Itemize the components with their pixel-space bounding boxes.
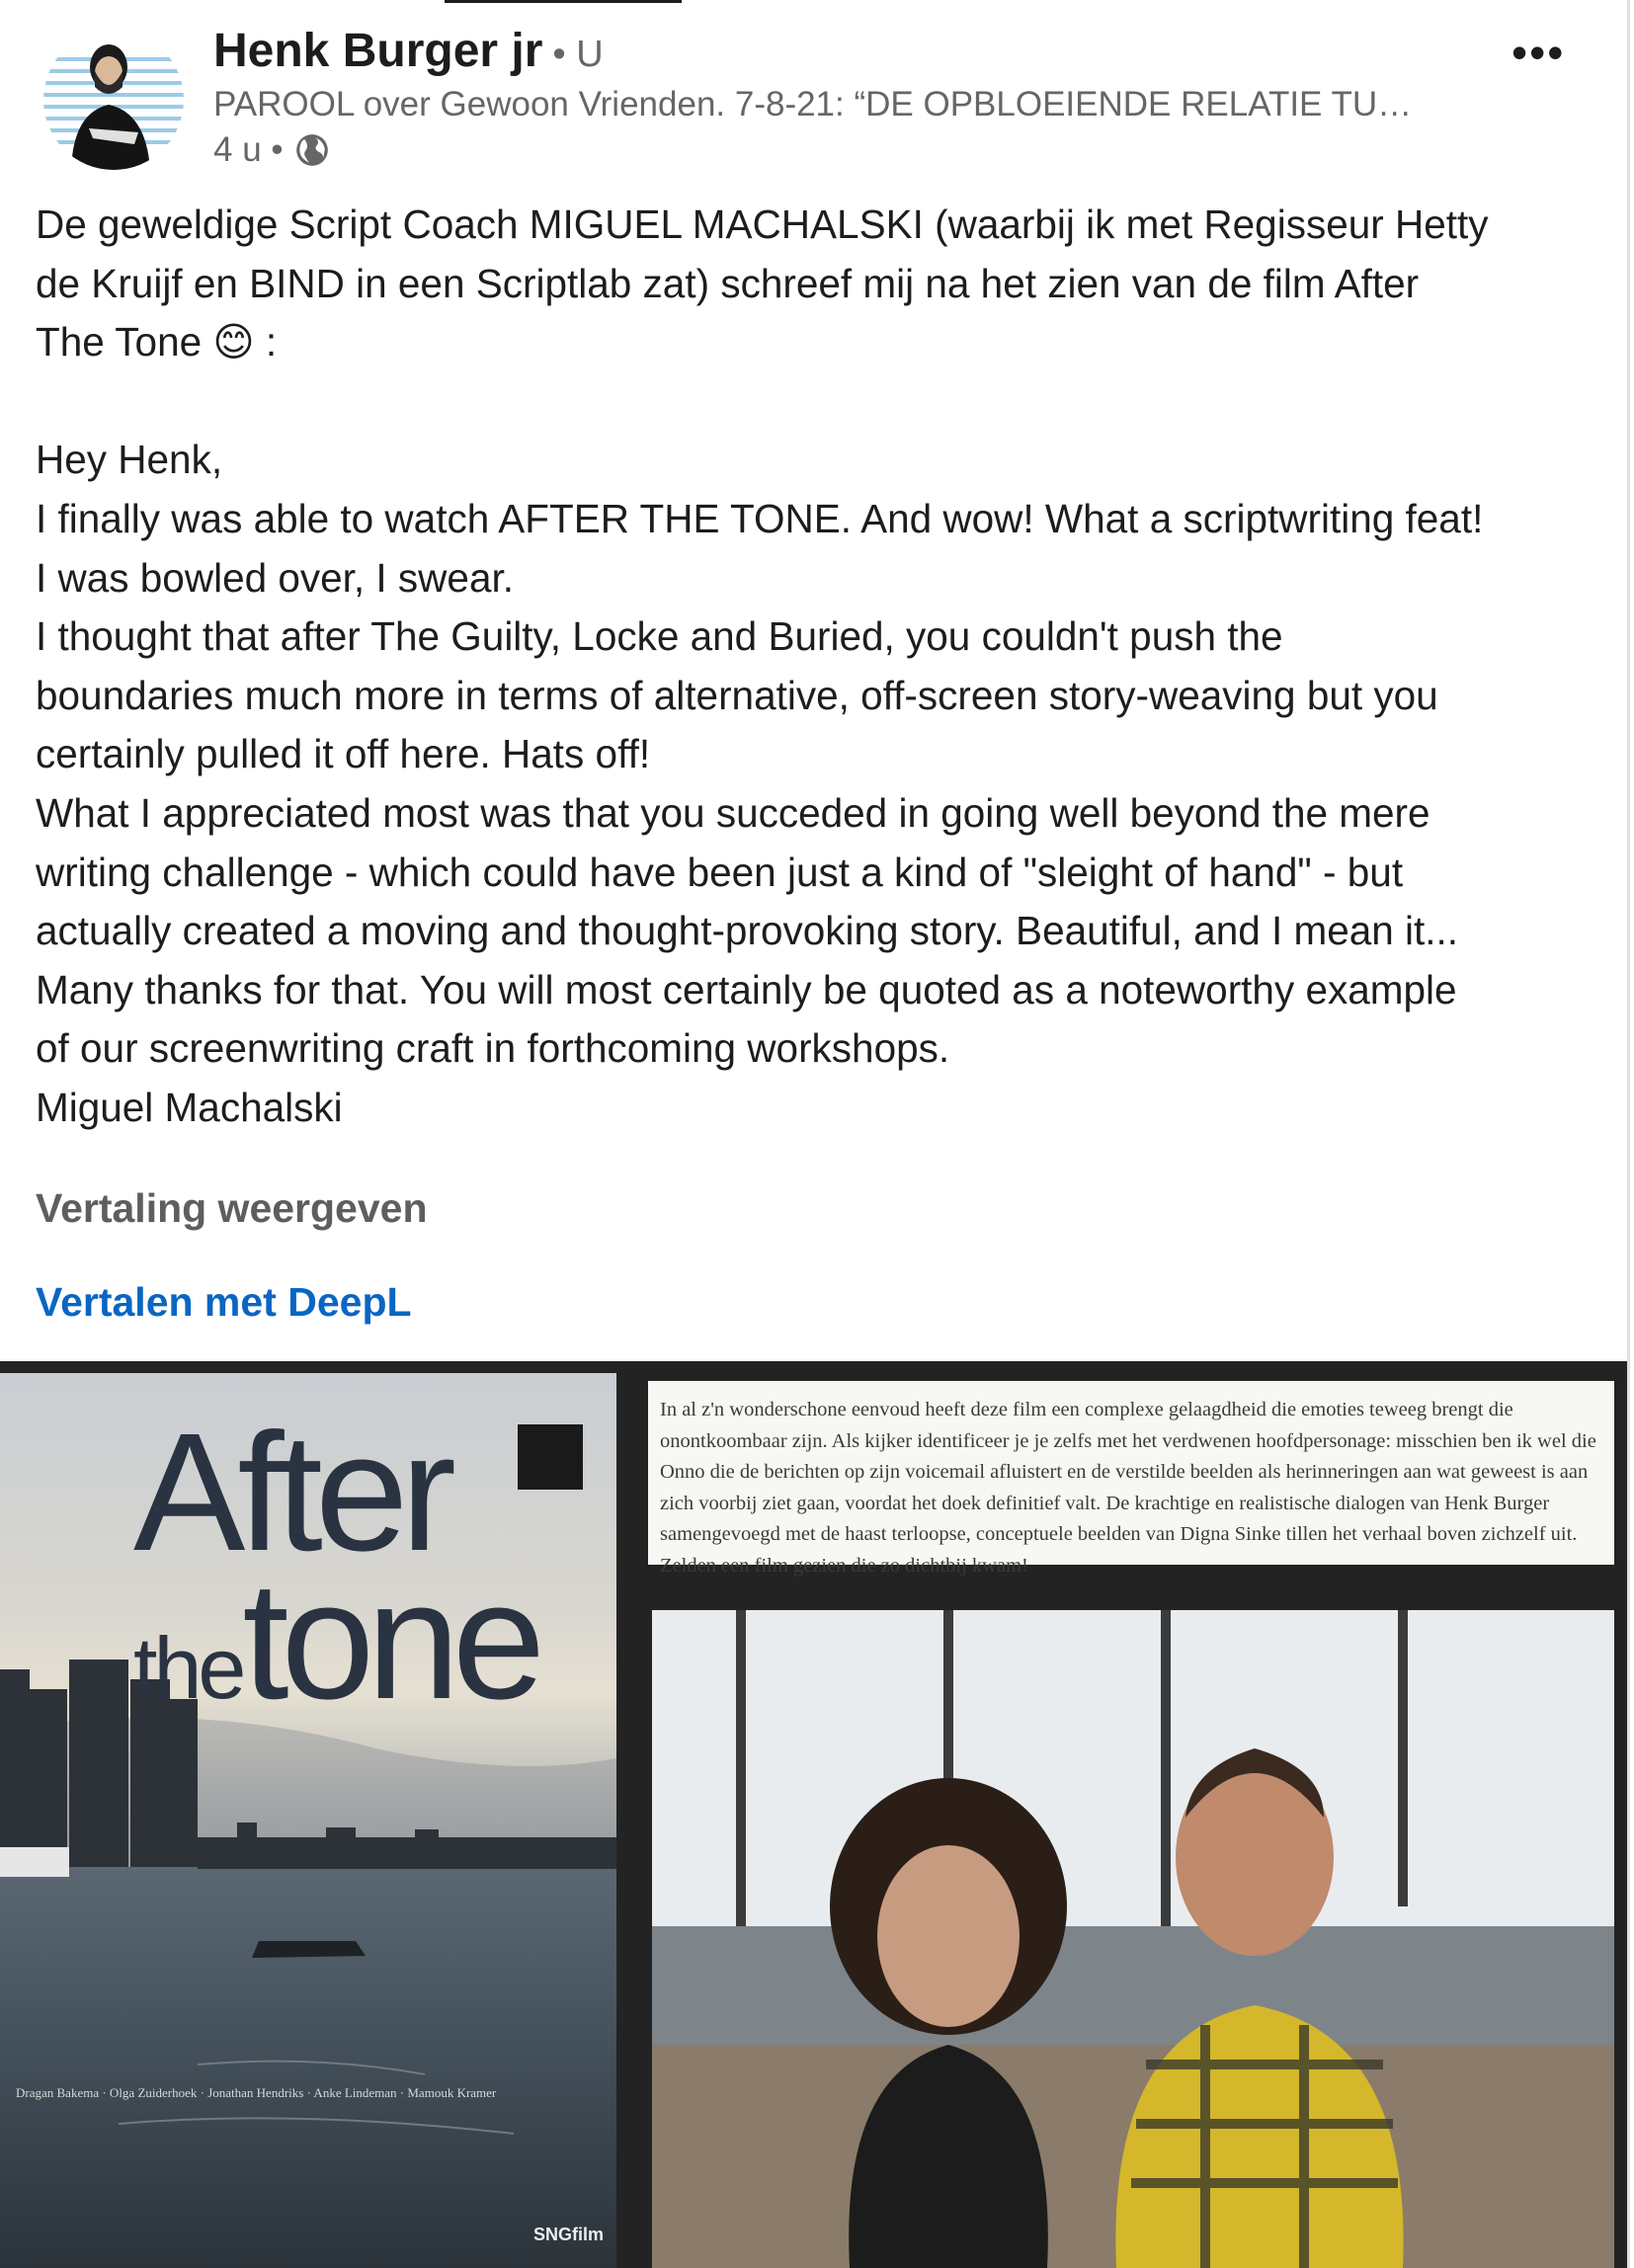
post-text-line: I thought that after The Guilty, Locke and Buried, you couldn't push the [36, 613, 1283, 660]
translate-with-deepl-link[interactable]: Vertalen met DeepL [36, 1279, 412, 1325]
globe-icon [293, 131, 331, 169]
post-text-line: De geweldige Script Coach MIGUEL MACHALSKI (waarbij ik met Regisseur Hetty [36, 202, 1489, 247]
post-text-line: I was bowled over, I swear. [36, 554, 514, 601]
photo-image [652, 1610, 1614, 2268]
connection-degree: • U [552, 34, 604, 75]
post-text-line: Miguel Machalski [36, 1084, 343, 1130]
author-name[interactable]: Henk Burger jr [213, 25, 543, 77]
poster-credits: Dragan Bakema · Olga Zuiderhoek · Jonathan Hendriks · Anke Lindeman · Mamouk Kramer [16, 2085, 497, 2100]
more-options-button[interactable]: ••• [1511, 27, 1566, 78]
post-header [0, 0, 1634, 183]
post-media[interactable] [0, 1361, 1630, 2268]
post-text [36, 196, 1596, 1138]
post-text-line: Many thanks for that. You will most certainly be quoted as a noteworthy example [36, 966, 1457, 1012]
festival-badge-icon [518, 1424, 583, 1490]
post-text-line: What I appreciated most was that you succeded in going well beyond the mere [36, 789, 1430, 836]
show-translation-button[interactable]: Vertaling weergeven [36, 1185, 428, 1231]
avatar-image [43, 30, 184, 170]
poster-title [133, 1399, 538, 1742]
post-text-line: writing challenge - which could have been just a kind of "sleight of hand" - but [36, 849, 1404, 895]
post-text-blank-line [36, 372, 1596, 432]
review-quote: In al z'n wonderschone eenvoud heeft deze film een complexe gelaagdheid die emoties teweeg brengt die onontkoombaar zijn. Als kijker identificeer je je zelfs met het verdwenen hoofdpersonage: misschien ben ik wel die Onno die de berichten op zijn voicemail afluistert en de verstilde beelden als herinneringen aan wat geweest is aan zich voorbij ziet gaan, voordat het doek definitief valt. De krachtige en realistische dialogen van Henk Burger samengevoegd met de haast terloopse, conceptuele beelden van Digna Sinke tillen het verhaal boven zichzelf uit. Zelden een film gezien die zo dichtbij kwam! [648, 1381, 1614, 1565]
post-time: 4 u • [213, 130, 284, 169]
post-text-line: certainly pulled it off here. Hats off! [36, 731, 651, 777]
poster-title-tone: tone [242, 1547, 538, 1735]
photo-two-people[interactable] [652, 1610, 1614, 2268]
film-poster[interactable] [0, 1373, 616, 2268]
author-headline: PAROOL over Gewoon Vrienden. 7-8-21: “DE OPBLOEIENDE RELATIE TU… [213, 85, 1413, 123]
post-text-line: The Tone 😊 : [36, 319, 278, 365]
post-text-line: de Kruijf en BIND in een Scriptlab zat) schreef mij na het zien van de film After [36, 260, 1420, 306]
poster-title-after: After [133, 1399, 449, 1586]
post-text-line: boundaries much more in terms of alternative, off-screen story-weaving but you [36, 672, 1438, 718]
post-text-line: actually created a moving and thought-provoking story. Beautiful, and I mean it... [36, 908, 1459, 954]
avatar[interactable] [43, 30, 184, 170]
poster-title-the: the [133, 1619, 243, 1717]
poster-logo: SNGfilm [533, 2225, 605, 2244]
post-text-line: of our screenwriting craft in forthcoming workshops. [36, 1025, 950, 1072]
post-text-line: Hey Henk, [36, 437, 223, 483]
author-line [213, 24, 604, 78]
post-meta [213, 130, 331, 170]
post-text-line: I finally was able to watch AFTER THE TONE. And wow! What a scriptwriting feat! [36, 495, 1484, 541]
